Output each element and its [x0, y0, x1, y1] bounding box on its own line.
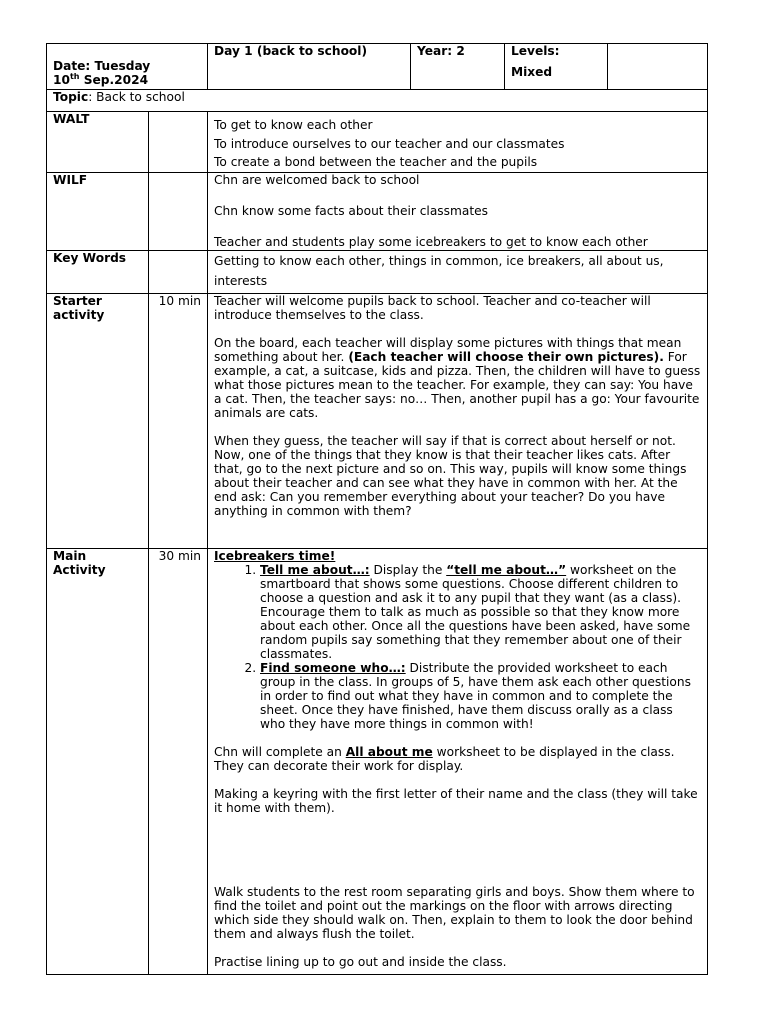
- topic-label: Topic: [53, 90, 89, 104]
- levels-value: Mixed: [511, 65, 553, 79]
- main-paragraph: Walk students to the rest room separating girls and boys. Show them where to find the toilet and point out the markings on the floor with arrows directing which side they should walk on. Then, explain to them to look the door behind them and always flush the toilet.: [214, 884, 695, 941]
- wilf-content: [208, 172, 708, 250]
- walt-content: [208, 112, 708, 173]
- starter-row: [47, 293, 708, 548]
- list-item: 2. Find someone who…: Distribute the provided worksheet to each group in the class. In groups of 5, have them ask each other questions in order to find out what they have in common and to complete the sheet. Once they have finished, have them discuss orally as a class who they have more things in common with!: [260, 661, 701, 731]
- empty-header-cell: [608, 44, 708, 90]
- walt-item: To introduce ourselves to our teacher and our classmates: [214, 136, 565, 151]
- wilf-label: WILF: [47, 172, 149, 250]
- starter-paragraph: Teacher will welcome pupils back to school. Teacher and co-teacher will introduce themselves to the class.: [214, 293, 651, 322]
- wilf-item: Chn are welcomed back to school: [214, 172, 420, 187]
- year-cell: Year: 2: [411, 44, 505, 90]
- keywords-label: Key Words: [47, 250, 149, 293]
- keywords-content: Getting to know each other, things in common, ice breakers, all about us, interests: [208, 250, 708, 293]
- walt-item: To get to know each other: [214, 118, 373, 132]
- main-row: [47, 548, 708, 974]
- main-content: [208, 548, 708, 974]
- walt-label: WALT: [47, 112, 149, 173]
- main-time: 30 min: [149, 548, 208, 974]
- topic-cell: [47, 90, 708, 112]
- date-cell: [47, 44, 208, 90]
- date-value: 10th Sep.2024: [53, 71, 149, 87]
- day-cell: Day 1 (back to school): [208, 44, 411, 90]
- topic-value: : Back to school: [88, 90, 185, 104]
- walt-item: To create a bond between the teacher and the pupils: [214, 155, 538, 169]
- starter-content: [208, 293, 708, 548]
- walt-row: [47, 112, 708, 173]
- main-paragraph: Making a keyring with the first letter of their name and the class (they will take it home with them).: [214, 786, 698, 815]
- lesson-plan-table: [46, 43, 708, 975]
- levels-cell: [505, 44, 608, 90]
- wilf-item: Teacher and students play some icebreakers to get to know each other: [214, 234, 648, 249]
- main-label: Main Activity: [47, 548, 149, 974]
- main-paragraph: Chn will complete an All about me worksheet to be displayed in the class. They can decorate their work for display.: [214, 744, 675, 773]
- date-label: Date: Tuesday: [53, 59, 151, 73]
- icebreaker-list: [214, 563, 701, 731]
- starter-label: Starter activity: [47, 293, 149, 548]
- main-heading: Icebreakers time!: [214, 548, 336, 563]
- header-row: [47, 44, 708, 90]
- wilf-time-cell: [149, 172, 208, 250]
- starter-time: 10 min: [149, 293, 208, 548]
- starter-paragraph: When they guess, the teacher will say if that is correct about herself or not. Now, one of the things that they know is that their teacher likes cats. After that, go to the next picture and so on. This way, pupils will know some things about their teacher and can see what they have in common with her. At the end ask: Can you remember everything about your teacher? Do you have anything in common with them?: [214, 433, 687, 518]
- keywords-time-cell: [149, 250, 208, 293]
- levels-label: Levels:: [511, 44, 560, 58]
- list-item: 1. Tell me about…: Display the “tell me about…” worksheet on the smartboard that shows some questions. Choose different children to choose a question and ask it to any pupil that they want (as a class). Encourage them to talk as much as possible so that they know more about each other. Once all the questions have been asked, have some random pupils say something that they remember about one of their classmates.: [260, 563, 701, 661]
- keywords-row: [47, 250, 708, 293]
- wilf-row: [47, 172, 708, 250]
- starter-paragraph: On the board, each teacher will display some pictures with things that mean something about her. (Each teacher will choose their own pictures). For example, a cat, a suitcase, kids and pizza. Then, the children will have to guess what those pictures mean to the teacher. For example, they can say: You have a cat. Then, the teacher says: no… Then, another pupil has a go: Your favourite animals are cats.: [214, 335, 701, 420]
- wilf-item: Chn know some facts about their classmates: [214, 203, 488, 218]
- topic-row: [47, 90, 708, 112]
- walt-time-cell: [149, 112, 208, 173]
- main-paragraph: Practise lining up to go out and inside the class.: [214, 954, 507, 969]
